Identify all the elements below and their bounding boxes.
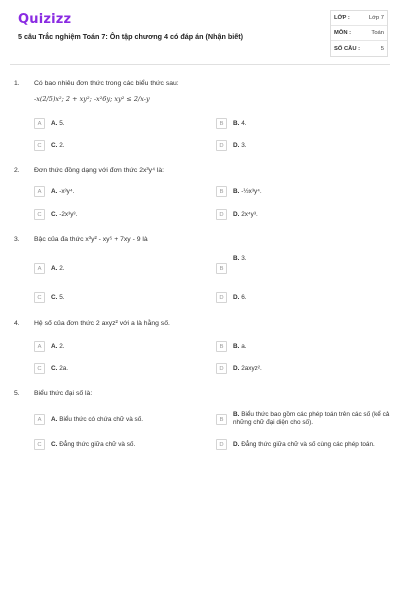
option-letter: A. [51, 264, 58, 272]
option-text: 5. [59, 119, 65, 127]
option-text: -2x³y³. [59, 210, 78, 218]
option-label [51, 294, 65, 302]
option-box[interactable]: C [34, 140, 45, 151]
option-text: 2. [59, 141, 65, 149]
option-text: 2x⁴y³. [241, 210, 258, 218]
option-text: 2. [59, 264, 65, 272]
meta-row-count [331, 41, 387, 56]
option-letter: C. [51, 364, 58, 372]
question-number: 2. [14, 167, 20, 174]
option-b[interactable] [216, 186, 262, 197]
option-c[interactable] [34, 363, 68, 374]
option-label [51, 142, 65, 150]
meta-label: SỐ CÂU : [334, 45, 361, 52]
option-letter: D. [233, 364, 240, 372]
option-box[interactable]: B [216, 341, 227, 352]
option-label [233, 294, 247, 302]
option-text: Đẳng thức giữa chữ và số. [59, 440, 136, 448]
option-b[interactable] [216, 341, 247, 352]
option-text: 4. [241, 119, 247, 127]
option-label [233, 255, 247, 263]
option-letter: B. [233, 119, 240, 127]
option-a[interactable] [34, 263, 65, 274]
option-label [233, 343, 247, 351]
option-letter: C. [51, 440, 58, 448]
option-label [51, 343, 65, 351]
option-letter: A. [51, 415, 58, 423]
option-c[interactable] [34, 140, 65, 151]
option-text: 3. [241, 141, 247, 149]
option-d[interactable] [216, 363, 262, 374]
meta-value: Lớp 7 [368, 15, 384, 21]
meta-value: Toán [371, 30, 384, 36]
option-a[interactable] [34, 341, 65, 352]
option-box[interactable]: C [34, 292, 45, 303]
option-box[interactable]: A [34, 341, 45, 352]
option-label [51, 365, 68, 373]
meta-row-subject [331, 26, 387, 41]
option-text: 2. [59, 342, 65, 350]
option-c[interactable] [34, 292, 65, 303]
option-box[interactable]: A [34, 263, 45, 274]
question-number: 3. [14, 236, 20, 243]
option-text: Biểu thức có chứa chữ và số. [59, 415, 144, 423]
option-text: a. [241, 342, 247, 350]
option-box[interactable]: B [216, 186, 227, 197]
option-label [233, 411, 393, 427]
page-header [0, 0, 400, 70]
option-b[interactable] [216, 118, 247, 129]
option-label [51, 441, 135, 449]
question-text: Đơn thức đồng dạng với đơn thức 2x³y⁴ là: [34, 167, 165, 174]
option-text: -½x³y⁴. [241, 187, 262, 195]
option-label [233, 142, 247, 150]
option-letter: D. [233, 210, 240, 218]
option-letter: A. [51, 119, 58, 127]
option-box[interactable]: B [216, 414, 227, 425]
question-number: 4. [14, 320, 20, 327]
option-box[interactable]: A [34, 186, 45, 197]
question-text: Hệ số của đơn thức 2 axyz² với a là hằng số. [34, 320, 170, 327]
option-letter: A. [51, 187, 58, 195]
option-label [51, 120, 65, 128]
question-text: Biểu thức đại số là: [34, 390, 93, 397]
meta-label: LỚP : [334, 15, 350, 21]
option-label [233, 120, 247, 128]
option-letter: B. [233, 255, 240, 262]
option-b[interactable] [216, 255, 247, 274]
meta-value: 5 [380, 45, 384, 52]
meta-label: MÔN : [334, 30, 352, 36]
option-d[interactable] [216, 439, 375, 450]
option-a[interactable] [34, 414, 143, 425]
option-box[interactable]: D [216, 292, 227, 303]
header-divider [10, 64, 390, 65]
option-box[interactable]: C [34, 439, 45, 450]
question-number: 1. [14, 80, 20, 87]
option-label [51, 188, 74, 196]
option-text: 6. [241, 293, 247, 301]
question-text: Bậc của đa thức x³y² - xy⁵ + 7xy - 9 là [34, 236, 148, 243]
option-box[interactable]: C [34, 363, 45, 374]
option-letter: B. [233, 411, 240, 418]
option-c[interactable] [34, 209, 77, 220]
option-text: 3. [241, 255, 247, 262]
option-text: 5. [59, 293, 65, 301]
option-letter: C. [51, 141, 58, 149]
option-a[interactable] [34, 118, 65, 129]
option-d[interactable] [216, 209, 258, 220]
option-letter: D. [233, 293, 240, 301]
option-box[interactable]: A [34, 118, 45, 129]
quizizz-logo[interactable]: Quizizz [18, 12, 72, 27]
option-box[interactable]: D [216, 140, 227, 151]
option-label [51, 416, 143, 424]
option-letter: D. [233, 440, 240, 448]
option-text: Biểu thức bao gồm các phép toán trên các số (kể cả những chữ đại diện cho số). [233, 411, 390, 426]
option-a[interactable] [34, 186, 74, 197]
option-label [51, 211, 77, 219]
question-formula: -x(2/5)x²; 2 + xy²; -x²6y; xy² ≤ 2/x-y [34, 95, 150, 103]
option-text: -x³y⁴. [59, 187, 75, 195]
option-label [233, 188, 262, 196]
question-text: Có bao nhiêu đơn thức trong các biểu thức sau: [34, 80, 179, 87]
option-text: Đẳng thức giữa chữ và số cùng các phép toán. [241, 440, 375, 448]
meta-row-class [331, 11, 387, 26]
option-text: 2axyz². [241, 364, 262, 372]
option-label [233, 441, 375, 449]
option-box[interactable]: B [216, 263, 227, 274]
meta-panel [330, 10, 388, 57]
option-box[interactable]: D [216, 439, 227, 450]
option-box[interactable]: D [216, 209, 227, 220]
option-c[interactable] [34, 439, 135, 450]
option-label [233, 211, 258, 219]
option-label [233, 365, 262, 373]
option-d[interactable] [216, 140, 247, 151]
option-box[interactable]: B [216, 118, 227, 129]
option-d[interactable] [216, 292, 247, 303]
option-text: 2a. [59, 364, 69, 372]
option-letter: C. [51, 293, 58, 301]
question-number: 5. [14, 390, 20, 397]
option-b[interactable] [216, 411, 393, 427]
option-letter: A. [51, 342, 58, 350]
option-box[interactable]: C [34, 209, 45, 220]
option-letter: C. [51, 210, 58, 218]
option-label [51, 265, 65, 273]
option-box[interactable]: D [216, 363, 227, 374]
document-title: 5 câu Trắc nghiệm Toán 7: Ôn tập chương 4 có đáp án (Nhận biết) [18, 32, 244, 41]
option-letter: D. [233, 141, 240, 149]
option-letter: B. [233, 187, 240, 195]
option-letter: B. [233, 342, 240, 350]
option-box[interactable]: A [34, 414, 45, 425]
